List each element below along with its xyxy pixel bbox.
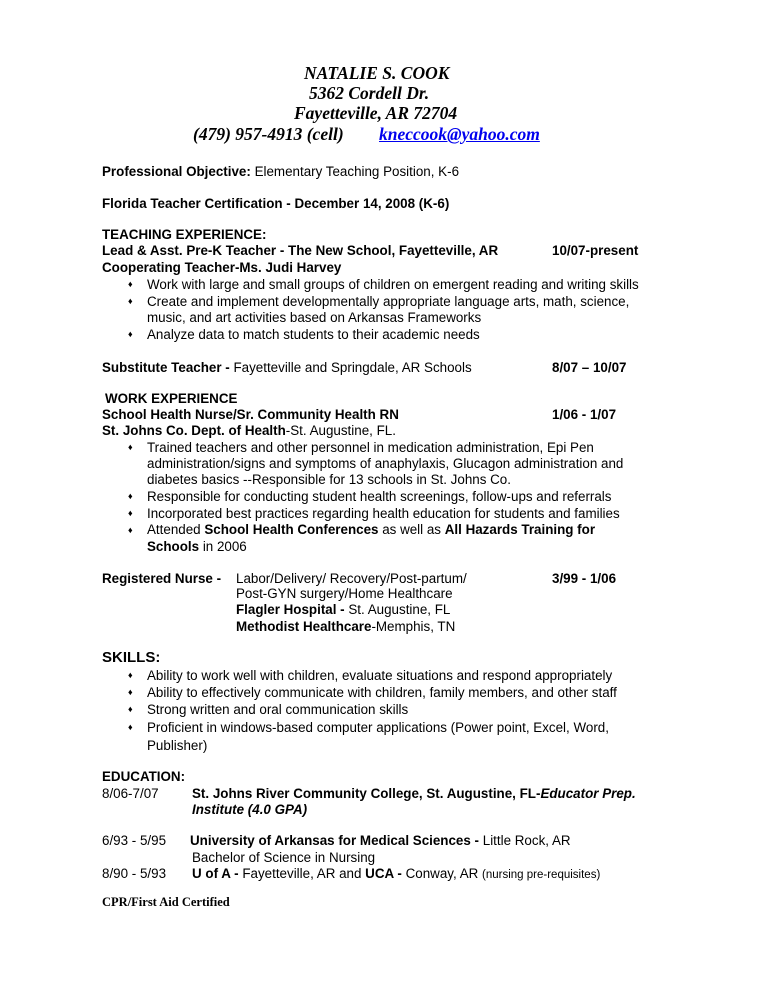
bullet-icon: ♦: [128, 329, 133, 339]
email-link[interactable]: kneccook@yahoo.com: [379, 124, 540, 144]
teaching-bullet: Analyze data to match students to their academic needs: [147, 327, 480, 342]
text-run: as well as: [382, 522, 441, 537]
skill-item: Proficient in windows-based computer applications (Power point, Excel, Word,: [147, 720, 609, 735]
school-location: Fayetteville, AR and: [242, 866, 362, 881]
substitute-dates: 8/07 – 10/07: [552, 360, 627, 375]
work-employer: St. Johns Co. Dept. of Health: [102, 423, 286, 438]
text-run-bold: Schools: [147, 539, 200, 554]
edu3-school: [192, 865, 600, 884]
teaching-job-dates: 10/07-present: [552, 243, 639, 258]
hospital-name: Flagler Hospital -: [236, 602, 345, 617]
edu2-school: [190, 832, 571, 849]
work-job-title: School Health Nurse/Sr. Community Health RN: [102, 407, 399, 422]
work-bullet-cont: administration/signs and symptoms of anaphylaxis, Glucagon administration and: [147, 456, 624, 471]
skills-heading: SKILLS:: [102, 649, 161, 666]
work-heading: WORK EXPERIENCE: [105, 391, 238, 406]
certification: Florida Teacher Certification - December 14, 2008 (K-6): [102, 196, 450, 211]
bullet-icon: ♦: [128, 722, 133, 732]
work-job-dates: 1/06 - 1/07: [552, 407, 617, 422]
text-run: in 2006: [202, 539, 247, 554]
teaching-job-sub: Cooperating Teacher-Ms. Judi Harvey: [102, 260, 342, 275]
phone-number: (479) 957-4913 (cell): [193, 124, 344, 144]
work-bullet: Responsible for conducting student health screenings, follow-ups and referrals: [147, 489, 612, 504]
edu3-dates: 8/90 - 5/93: [102, 866, 167, 881]
skill-item-cont: Publisher): [147, 738, 208, 753]
school-name: University of Arkansas for Medical Sciences -: [190, 833, 480, 848]
skill-item: Ability to effectively communicate with children, family members, and other staff: [147, 685, 617, 700]
work-employer-location: -St. Augustine, FL.: [285, 423, 396, 438]
bullet-icon: ♦: [128, 508, 133, 518]
school-name: U of A -: [192, 866, 239, 881]
rn-line2: Post-GYN surgery/Home Healthcare: [236, 586, 453, 601]
school-location: Conway, AR: [405, 866, 479, 881]
school-location: Little Rock, AR: [482, 833, 571, 848]
bullet-icon: ♦: [128, 687, 133, 697]
teaching-bullet: Create and implement developmentally appropriate language arts, math, science,: [147, 294, 630, 309]
edu2-degree: Bachelor of Science in Nursing: [192, 850, 376, 865]
substitute-label: Substitute Teacher -: [102, 360, 230, 375]
substitute-text: Fayetteville and Springdale, AR Schools: [233, 360, 472, 375]
skill-item: Strong written and oral communication skills: [147, 702, 409, 717]
hospital-location: St. Augustine, FL: [348, 602, 451, 617]
edu2-dates: 6/93 - 5/95: [102, 833, 167, 848]
teaching-job-title: Lead & Asst. Pre-K Teacher - The New School, Fayetteville, AR: [102, 243, 499, 258]
substitute-line: [102, 359, 472, 376]
text-run: Attended: [147, 522, 201, 537]
bullet-icon: ♦: [128, 525, 133, 535]
bullet-icon: ♦: [128, 670, 133, 680]
objective-text: Elementary Teaching Position, K-6: [254, 164, 460, 179]
work-bullet: [147, 521, 595, 538]
city-address: Fayetteville, AR 72704: [294, 103, 458, 123]
rn-hospital1: [236, 601, 450, 618]
objective-line: [102, 163, 459, 180]
edu1-dates: 8/06-7/07: [102, 786, 159, 801]
hospital-name: Methodist Healthcare: [236, 619, 372, 634]
bullet-icon: ♦: [128, 491, 133, 501]
work-bullet-cont: [147, 538, 247, 555]
skill-item: Ability to work well with children, evaluate situations and respond appropriately: [147, 668, 613, 683]
bullet-icon: ♦: [128, 442, 133, 452]
street-address: 5362 Cordell Dr.: [309, 83, 430, 103]
program-name: Educator Prep.: [540, 786, 636, 801]
work-bullet: Incorporated best practices regarding health education for students and families: [147, 506, 620, 521]
school-note: (nursing pre-requisites): [482, 869, 601, 881]
cpr-certification: CPR/First Aid Certified: [102, 895, 230, 909]
teaching-heading: TEACHING EXPERIENCE:: [102, 227, 267, 242]
work-bullet: Trained teachers and other personnel in medication administration, Epi Pen: [147, 440, 594, 455]
hospital-location: -Memphis, TN: [371, 619, 456, 634]
school-name: St. Johns River Community College, St. Augustine, FL-: [192, 786, 541, 801]
rn-dates: 3/99 - 1/06: [552, 571, 617, 586]
teaching-bullet-cont: music, and art activities based on Arkansas Frameworks: [147, 310, 482, 325]
name-heading: NATALIE S. COOK: [304, 63, 450, 83]
edu1-program-cont: Institute (4.0 GPA): [192, 802, 308, 817]
text-run-bold: School Health Conferences: [204, 522, 379, 537]
text-run-bold: All Hazards Training for: [444, 522, 596, 537]
rn-hospital2: [236, 618, 455, 635]
rn-label: Registered Nurse -: [102, 571, 222, 586]
work-employer-line: [102, 422, 396, 439]
bullet-icon: ♦: [128, 704, 133, 714]
education-heading: EDUCATION:: [102, 769, 186, 784]
teaching-bullet: Work with large and small groups of children on emergent reading and writing skills: [147, 277, 639, 292]
work-bullet-cont: diabetes basics --Responsible for 13 schools in St. Johns Co.: [147, 472, 511, 487]
bullet-icon: ♦: [128, 279, 133, 289]
bullet-icon: ♦: [128, 296, 133, 306]
rn-line1: Labor/Delivery/ Recovery/Post-partum/: [236, 571, 467, 586]
objective-label: Professional Objective:: [102, 164, 251, 179]
school-name: UCA -: [365, 866, 402, 881]
edu1-school: [192, 785, 636, 802]
